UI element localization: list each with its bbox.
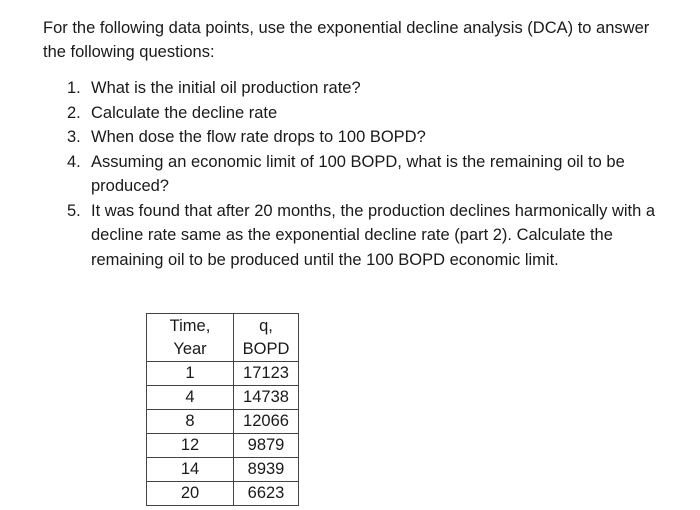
- data-table: [146, 313, 299, 506]
- question-item: [43, 150, 673, 199]
- question-number: 1.: [67, 79, 81, 97]
- question-number: 4.: [67, 152, 81, 171]
- question-number: 2.: [67, 103, 81, 122]
- rate-column-header: q, BOPD: [234, 314, 299, 362]
- question-item: [43, 76, 673, 101]
- rate-cell: 6623: [234, 482, 299, 506]
- rate-cell: 12066: [234, 410, 299, 434]
- table-row: [147, 458, 299, 482]
- time-cell: 14: [147, 458, 234, 482]
- question-number: 3.: [67, 128, 81, 146]
- table-row: [147, 434, 299, 458]
- time-cell: 12: [147, 434, 234, 458]
- question-text: What is the initial oil production rate?: [91, 79, 361, 97]
- time-cell: 1: [147, 362, 234, 386]
- document: [43, 16, 673, 272]
- time-cell: 20: [147, 482, 234, 506]
- time-column-header: Time, Year: [147, 314, 234, 362]
- table-row: [147, 482, 299, 506]
- table-row: [147, 410, 299, 434]
- rate-cell: 8939: [234, 458, 299, 482]
- question-text: Assuming an economic limit of 100 BOPD, what is the remaining oil to be produced?: [91, 152, 625, 195]
- time-cell: 4: [147, 386, 234, 410]
- question-list: [43, 76, 673, 272]
- time-cell: 8: [147, 410, 234, 434]
- table-row: [147, 386, 299, 410]
- question-item: [43, 101, 673, 126]
- table-row: [147, 362, 299, 386]
- rate-cell: 17123: [234, 362, 299, 386]
- rate-cell: 9879: [234, 434, 299, 458]
- rate-cell: 14738: [234, 386, 299, 410]
- question-text: It was found that after 20 months, the production declines harmonically with a decline rate same as the exponential decline rate (part 2). Calculate the remaining oil to be produced until the 100 BOPD economic limit.: [91, 201, 656, 269]
- question-item: [43, 125, 673, 150]
- table-header-row: [147, 314, 299, 362]
- question-text: Calculate the decline rate: [91, 103, 278, 122]
- question-text: When dose the flow rate drops to 100 BOPD?: [91, 128, 426, 146]
- question-number: 5.: [67, 201, 81, 220]
- question-item: [43, 199, 673, 273]
- intro-paragraph: For the following data points, use the exponential decline analysis (DCA) to answer the following questions:: [43, 19, 650, 61]
